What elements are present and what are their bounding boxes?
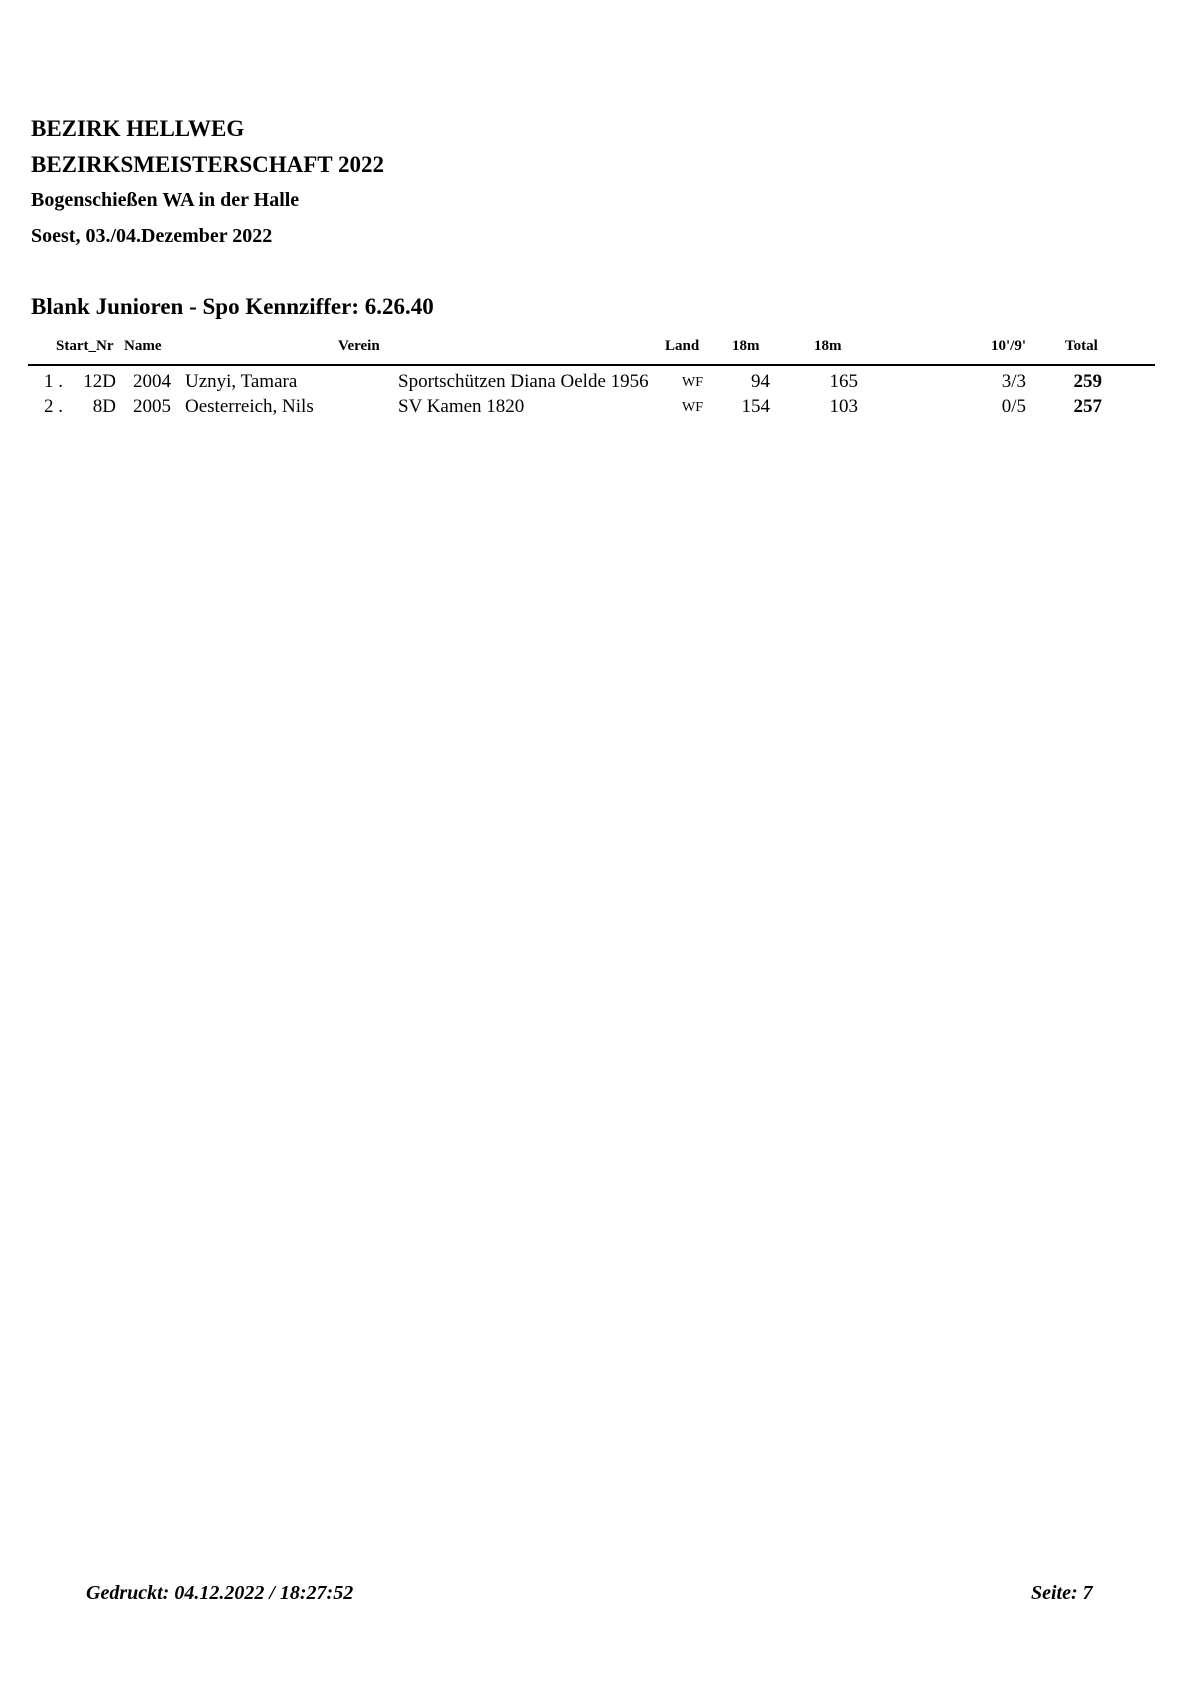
score-18m-1: 154 (741, 396, 770, 417)
col-18m-1: 18m (732, 338, 760, 354)
birth-year: 2004 (133, 371, 171, 392)
rank: 1 . (44, 371, 63, 392)
col-18m-2: 18m (814, 338, 842, 354)
col-tens-nines: 10'/9' (991, 338, 1027, 354)
event-discipline: Bogenschießen WA in der Halle (31, 189, 300, 211)
birth-year: 2005 (133, 396, 171, 417)
club-name: Sportschützen Diana Oelde 1956 (398, 371, 649, 392)
event-place-date: Soest, 03./04.Dezember 2022 (31, 225, 273, 247)
col-land: Land (665, 338, 700, 354)
col-start-nr: Start_Nr (56, 338, 114, 354)
tens-nines: 3/3 (1001, 371, 1026, 392)
rank: 2 . (44, 396, 63, 417)
total-score: 257 (1073, 396, 1102, 417)
col-name: Name (124, 338, 162, 354)
event-district: BEZIRK HELLWEG (31, 116, 245, 141)
total-score: 259 (1073, 371, 1102, 392)
col-total: Total (1065, 338, 1098, 354)
event-championship: BEZIRKSMEISTERSCHAFT 2022 (31, 152, 384, 177)
start-number: 12D (83, 371, 116, 392)
athlete-name: Uznyi, Tamara (185, 371, 298, 392)
page-number: Seite: 7 (1031, 1582, 1093, 1604)
col-verein: Verein (338, 338, 380, 354)
header-rule (28, 364, 1155, 366)
club-name: SV Kamen 1820 (398, 396, 525, 417)
land-code: WF (682, 375, 703, 390)
category-title: Blank Junioren - Spo Kennziffer: 6.26.40 (31, 294, 434, 319)
printed-timestamp: Gedruckt: 04.12.2022 / 18:27:52 (86, 1582, 354, 1604)
start-number: 8D (92, 396, 116, 417)
athlete-name: Oesterreich, Nils (185, 396, 314, 417)
score-18m-2: 165 (829, 371, 858, 392)
score-18m-1: 94 (751, 371, 770, 392)
land-code: WF (682, 400, 703, 415)
score-18m-2: 103 (829, 396, 858, 417)
tens-nines: 0/5 (1001, 396, 1026, 417)
